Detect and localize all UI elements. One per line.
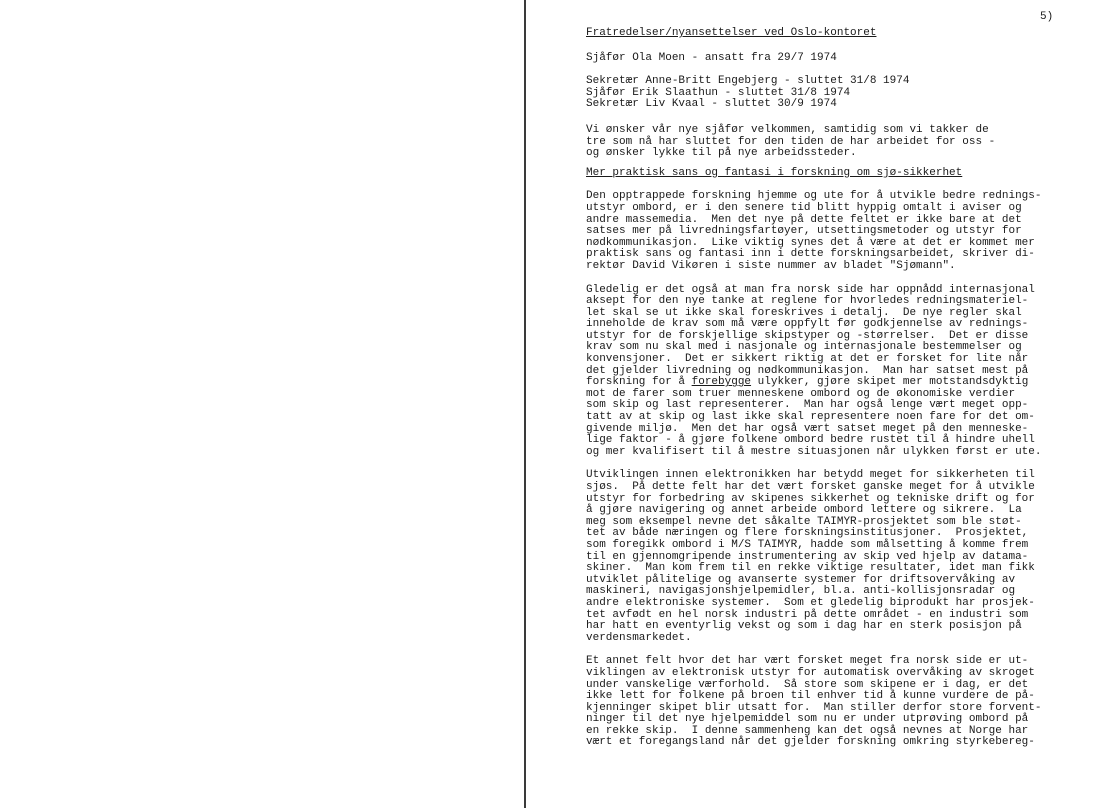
text-line: skiner. Man kom frem til en rekke viktige resultater, idet man fikk (586, 562, 1035, 575)
resignation-list (586, 76, 1066, 111)
welcome-paragraph (586, 125, 1066, 160)
text-line: ikke lett for folkene på broen til enhver tid å kunne vurdere de på- (586, 690, 1035, 703)
text-line: inneholde de krav som må være oppfylt før godkjennelse av rednings- (586, 318, 1029, 331)
text-line: aksept for den nye tanke at reglene for hvorledes redningsmateriel- (586, 295, 1029, 308)
text-line: verdensmarkedet. (586, 631, 692, 644)
text-line: givende miljø. Men det har også vært satset meget på den menneske- (586, 422, 1029, 435)
text-line: tre som nå har sluttet for den tiden de har arbeidet for oss - (586, 135, 996, 148)
document-page (586, 8, 1066, 749)
text-line: en rekke skip. I denne sammenheng kan det også nevnes at Norge har (586, 724, 1029, 737)
text-line: Utviklingen innen elektronikken har betydd meget for sikkerheten til (586, 469, 1035, 482)
text-line: utviklet pålitelige og avanserte systemer for driftsovervåking av (586, 573, 1016, 586)
text-line: lige faktor - å gjøre folkene ombord bedre rustet til å hindre uhell (586, 434, 1035, 447)
text-line: ninger til det nye hjelpemiddel som nu er under utprøving ombord på (586, 713, 1029, 726)
text-line: rektør David Vikøren i siste nummer av bladet "Sjømann". (586, 259, 956, 272)
paragraph-1 (586, 191, 1066, 272)
text-line: det gjelder livredning og nødkommunikasjon. Man har satset mest på (586, 364, 1029, 377)
text-line: meg som eksempel nevne det såkalte TAIMYR-prosjektet som ble støt- (586, 515, 1022, 528)
text-line: Vi ønsker vår nye sjåfør velkommen, samtidig som vi takker de (586, 123, 989, 136)
text-line: som skip og last representerer. Man har også lenge vært meget opp- (586, 399, 1029, 412)
text-line: andre elektroniske systemer. Som et gledelig biprodukt har prosjek- (586, 596, 1035, 609)
text-line: har hatt en eventyrlig vekst og som i dag har en sterk posisjon på (586, 620, 1022, 633)
paragraph-4 (586, 656, 1066, 749)
text-line: og ønsker lykke til på nye arbeidssteder. (586, 147, 857, 160)
text-line: andre massemedia. Men det nye på dette feltet er ikke bare at det (586, 213, 1022, 226)
text-line: og mer kvalifisert til å mestre situasjonen når ulykken først er ute. (586, 445, 1042, 458)
text-line: vært et foregangsland når det gjelder forskning omkring styrkebereg- (586, 736, 1035, 749)
text-fragment: ulykker, gjøre skipet mer motstandsdyktig (751, 376, 1029, 389)
text-line: tatt av at skip og last ikke skal representere noen fare for det om- (586, 411, 1035, 424)
text-line: maskineri, navigasjonshjelpemidler, bl.a. anti-kollisjonsradar og (586, 585, 1016, 598)
text-line: utstyr ombord, er i den senere tid blitt hyppig omtalt i aviser og (586, 201, 1022, 214)
text-line: nødkommunikasjon. Like viktig synes det å være at det er kommet mer (586, 236, 1035, 249)
page-number: 5) (1040, 11, 1054, 23)
text-line: mot de farer som truer menneskene ombord og de økonomiske verdier (586, 387, 1016, 400)
text-line: viklingen av elektronisk utstyr for automatisk overvåking av skroget (586, 666, 1035, 679)
resignation-line: Sjåfør Erik Slaathun - sluttet 31/8 1974 (586, 86, 851, 99)
resignation-line: Sekretær Anne-Britt Engebjerg - sluttet 31/8 1974 (586, 75, 910, 88)
paragraph-2 (586, 285, 1066, 459)
text-line: som foregikk ombord i M/S TAIMYR, hadde som målsetting å komme frem (586, 538, 1029, 551)
text-line: konvensjoner. Det er sikkert riktig at det er forsket for lite når (586, 353, 1029, 366)
text-line: kjenninger skipet blir utsatt for. Man stiller derfor store forvent- (586, 701, 1042, 714)
text-line: å gjøre navigering og annet arbeide ombord lettere og sikrere. La (586, 504, 1022, 517)
text-line: sjøs. På dette felt har det vært forsket ganske meget for å utvikle (586, 481, 1035, 493)
text-line: utstyr for forbedring av skipenes sikkerhet og tekniske drift og for (586, 492, 1035, 505)
text-line: utstyr for de forskjellige skipstyper og -størrelser. Det er disse (586, 329, 1029, 342)
text-fragment: forskning for å (586, 376, 692, 389)
hire-line: Sjåfør Ola Moen - ansatt fra 29/7 1974 (586, 51, 837, 64)
text-line: til en gjennomgripende instrumentering av skip ved hjelp av datama- (586, 550, 1029, 563)
text-line: tet av både næringen og flere forskningsinstitusjoner. Prosjektet, (586, 527, 1029, 540)
text-line: Gledelig er det også at man fra norsk side har oppnådd internasjonal (586, 283, 1035, 296)
text-line: Et annet felt hvor det har vært forsket meget fra norsk side er ut- (586, 655, 1029, 668)
section-heading-staff: Fratredelser/nyansettelser ved Oslo-kontoret (586, 27, 877, 39)
underlined-word: forebygge (691, 376, 752, 389)
text-line: under vanskelige værforhold. Så store som skipene er i dag, er det (586, 678, 1029, 691)
text-line: krav som nu skal med i nasjonale og internasjonale bestemmelser og (586, 341, 1022, 354)
resignation-line: Sekretær Liv Kvaal - sluttet 30/9 1974 (586, 98, 837, 111)
text-line: praktisk sans og fantasi inn i dette forskningsarbeidet, skriver di- (586, 248, 1035, 261)
section-heading-research: Mer praktisk sans og fantasi i forskning om sjø-sikkerhet (586, 166, 963, 179)
text-line: tet avfødt en hel norsk industri på dette området - en industri som (586, 608, 1029, 621)
page-gutter-divider (524, 0, 526, 808)
text-line: satses mer på livredningsfartøyer, utsettingsmetoder og utstyr for (586, 225, 1022, 238)
text-line: let skal se ut ikke skal foreskrives i detalj. De nye regler skal (586, 306, 1022, 319)
text-line: Den opptrappede forskning hjemme og ute for å utvikle bedre rednings- (586, 190, 1042, 203)
paragraph-3 (586, 470, 1066, 644)
